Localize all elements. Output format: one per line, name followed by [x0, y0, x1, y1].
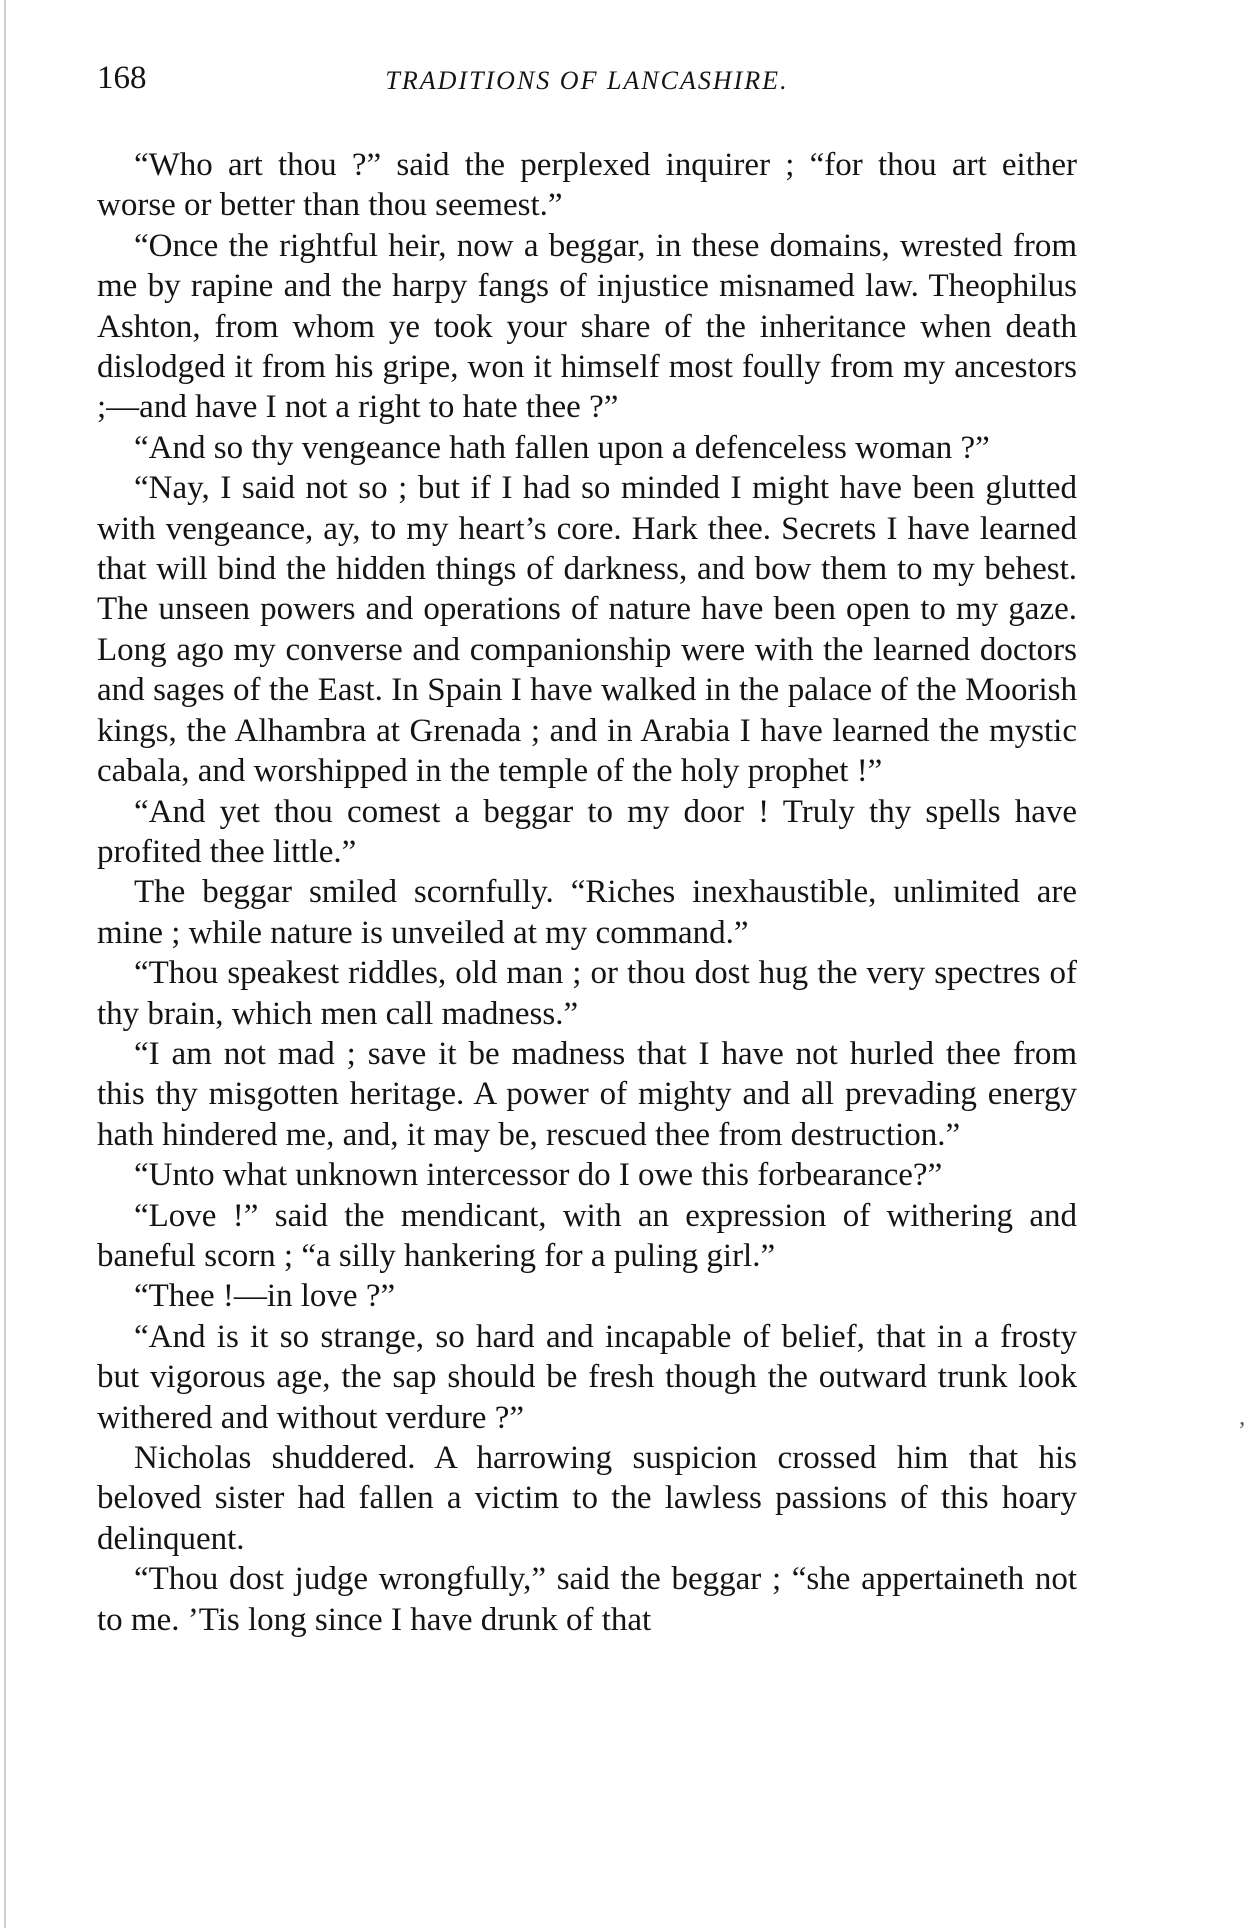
paragraph: “And so thy vengeance hath fallen upon a defenceless woman ?” — [134, 429, 990, 466]
margin-speck: ’ — [1238, 1418, 1246, 1444]
page-scan-edge — [4, 0, 6, 1928]
paragraph: “Unto what unknown intercessor do I owe this forbearance?” — [134, 1157, 943, 1194]
paragraph: “I am not mad ; save it be madness that I have not hurled thee from this thy misgotten heritage. A power of mighty and all prevading energy hath hindered me, and, it may be, rescued thee from destruction.” — [97, 1035, 1077, 1153]
paragraph: “And yet thou comest a beggar to my door ! Truly thy spells have profited thee little.” — [97, 793, 1077, 870]
paragraph: “Nay, I said not so ; but if I had so minded I might have been glutted with vengeance, ay, to my heart’s core. Hark thee. Secrets I have learned that will bind the hidden things of darkness, and bow them to my behest. The unseen powers and operations of nature have been open to my gaze. Long ago my converse and companionship were with the learned doctors and sages of the East. In Spain I have walked in the palace of the Moorish kings, the Alhambra at Grenada ; and in Arabia I have learned the mystic cabala, and worshipped in the temple of the holy prophet !” — [97, 470, 1077, 790]
running-title: TRADITIONS OF LANCASHIRE. — [385, 66, 789, 95]
paragraph: The beggar smiled scornfully. “Riches inexhaustible, unlimited are mine ; while nature is unveiled at my command.” — [97, 874, 1077, 951]
body-text — [97, 145, 1077, 1640]
paragraph: “Thee !—in love ?” — [134, 1278, 396, 1315]
paragraph: “And is it so strange, so hard and incapable of belief, that in a frosty but vigorous age, the sap should be fresh though the outward trunk look withered and without verdure ?” — [97, 1318, 1077, 1436]
page-number: 168 — [97, 60, 147, 96]
paragraph: “Love !” said the mendicant, with an expression of withering and baneful scorn ; “a silly hankering for a puling girl.” — [97, 1197, 1077, 1274]
book-page — [97, 58, 1077, 1640]
paragraph: “Who art thou ?” said the perplexed inquirer ; “for thou art either worse or better than thou seemest.” — [97, 147, 1077, 224]
running-head — [97, 58, 1077, 108]
paragraph: “Once the rightful heir, now a beggar, in these domains, wrested from me by rapine and the harpy fangs of injustice misnamed law. Theophilus Ashton, from whom ye took your share of the inheritance when death dislodged it from his gripe, won it himself most foully from my ancestors ;—and have I not a right to hate thee ?” — [97, 227, 1077, 426]
paragraph: Nicholas shuddered. A harrowing suspicion crossed him that his beloved sister had fallen a victim to the lawless passions of this hoary delinquent. — [97, 1440, 1077, 1557]
paragraph: “Thou dost judge wrongfully,” said the beggar ; “she appertaineth not to me. ’Tis long since I have drunk of that — [97, 1561, 1077, 1638]
paragraph: “Thou speakest riddles, old man ; or thou dost hug the very spectres of thy brain, which men call madness.” — [97, 955, 1077, 1032]
